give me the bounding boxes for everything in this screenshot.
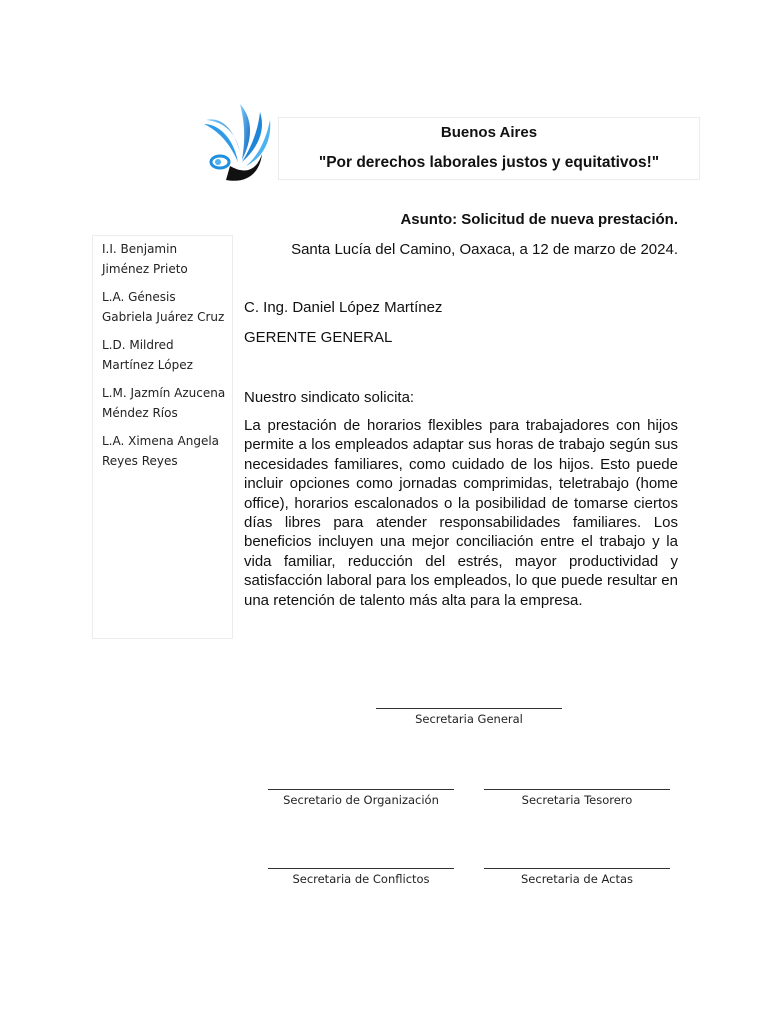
member-name: L.D. Mildred Martínez López [102, 338, 193, 372]
member-sidebar [92, 235, 233, 639]
signature-label: Secretario de Organización [283, 793, 439, 807]
signature-line [268, 868, 454, 869]
signature-conflictos [268, 868, 454, 886]
recipient-title: GERENTE GENERAL [244, 329, 393, 346]
member-name: I.I. Benjamin Jiménez Prieto [102, 242, 188, 276]
signature-line [268, 789, 454, 790]
union-logo [200, 100, 280, 186]
signature-line [484, 868, 670, 869]
signature-general [376, 708, 562, 726]
letter-intro: Nuestro sindicato solicita: [244, 389, 415, 406]
header-motto: "Por derechos laborales justos y equitativos!" [318, 154, 660, 171]
letter-date: Santa Lucía del Camino, Oaxaca, a 12 de marzo de 2024. [291, 241, 678, 258]
letter-body: La prestación de horarios flexibles para trabajadores con hijos permite a los empleados adaptar sus horas de trabajo según sus necesidades familiares, como cuidado de los hijos. Esto puede incluir opciones como jornadas comprimidas, teletrabajo (home office), horarios escalonados o la posibilidad de tomarse ciertos días libres para atender responsabilidades familiares. Los beneficios incluyen una mejor conciliación entre el trabajo y la vida familiar, reducción del estrés, mayor productividad y satisfacción laboral para los empleados, lo que puede resultar en una retención de talento más alta para la empresa. [244, 417, 678, 609]
signature-label: Secretaria de Actas [521, 872, 633, 886]
header-city: Buenos Aires [440, 124, 538, 141]
signature-line [484, 789, 670, 790]
signature-label: Secretaria Tesorero [521, 793, 633, 807]
letter-subject: Asunto: Solicitud de nueva prestación. [400, 211, 678, 228]
member-name: L.A. Génesis Gabriela Juárez Cruz [102, 290, 225, 324]
signature-line [376, 708, 562, 709]
signature-label: Secretaria de Conflictos [292, 872, 430, 886]
member-name: L.M. Jazmín Azucena Méndez Ríos [102, 386, 226, 420]
signature-actas [484, 868, 670, 886]
header-box [278, 117, 700, 180]
recipient-name: C. Ing. Daniel López Martínez [244, 299, 443, 316]
signature-organizacion [268, 789, 454, 807]
member-name: L.A. Ximena Angela Reyes Reyes [102, 434, 220, 468]
signature-label: Secretaria General [415, 712, 523, 726]
signature-tesorero [484, 789, 670, 807]
